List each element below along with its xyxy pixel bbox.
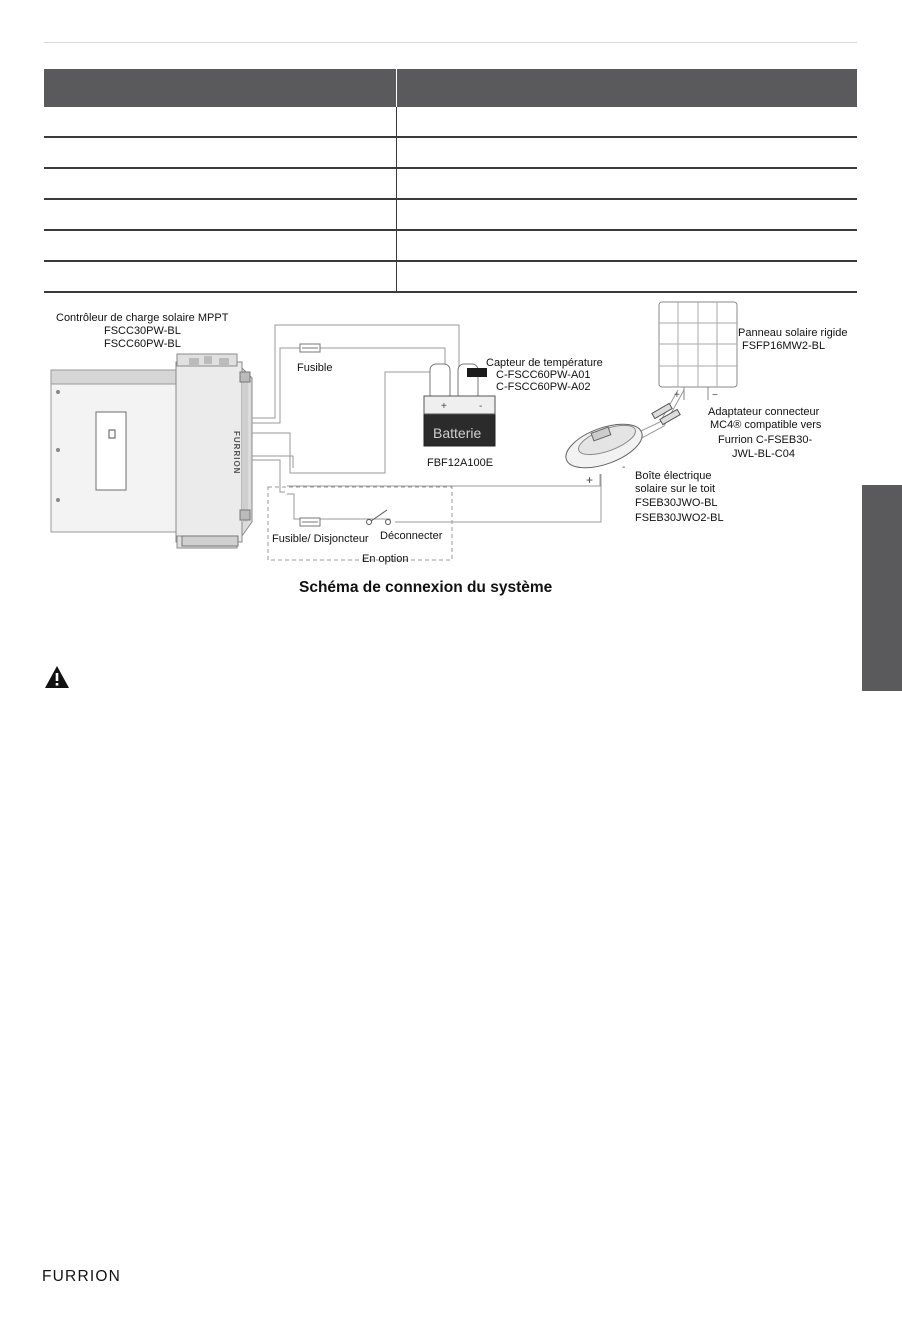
- box-line-1: Boîte électrique: [635, 470, 712, 482]
- optional-label: En option: [362, 553, 409, 565]
- diagram-caption: Schéma de connexion du système: [299, 579, 553, 596]
- table-row: [44, 261, 857, 292]
- temp-sensor-block: [467, 368, 487, 377]
- charge-controller: [51, 354, 252, 548]
- table-cell: [396, 168, 857, 199]
- fuse-breaker: [300, 518, 320, 526]
- controller-brand-text: FURRION: [232, 431, 241, 475]
- controller-title: Contrôleur de charge solaire MPPT: [56, 312, 229, 324]
- disconnect-label: Déconnecter: [380, 530, 443, 542]
- mc4-adapter: [652, 403, 680, 424]
- table-row: [44, 230, 857, 261]
- temp-sensor-model-2: C-FSCC60PW-A02: [496, 381, 591, 393]
- table-row: [44, 137, 857, 168]
- battery-label: Batterie: [433, 425, 482, 441]
- box-model-1: FSEB30JWO-BL: [635, 497, 718, 509]
- footer-brand: FURRION: [42, 1268, 122, 1284]
- panel-plus: +: [674, 390, 680, 401]
- table-cell: [396, 261, 857, 292]
- battery-minus: -: [479, 401, 483, 412]
- panel-model: FSFP16MW2-BL: [742, 340, 826, 352]
- table-cell: [44, 261, 396, 292]
- table-row: [44, 199, 857, 230]
- adapter-line-4: JWL-BL-C04: [732, 448, 795, 460]
- table-cell: [396, 137, 857, 168]
- table-row: [44, 107, 857, 137]
- table-header-cell: [44, 69, 396, 107]
- table-header-cell: [396, 69, 857, 107]
- disconnect-switch: [367, 510, 391, 525]
- optional-dashed-box: [268, 487, 452, 560]
- table-row: [44, 168, 857, 199]
- panel-minus: −: [712, 390, 718, 401]
- controller-model-1: FSCC30PW-BL: [104, 325, 181, 337]
- box-plus: +: [586, 473, 594, 487]
- adapter-line-2: MC4® compatible vers: [710, 419, 822, 431]
- temp-sensor-title: Capteur de température: [486, 357, 603, 369]
- table-cell: [396, 107, 857, 137]
- box-model-2: FSEB30JWO2-BL: [635, 512, 724, 524]
- warning-icon: [44, 665, 70, 689]
- fuse-top: [300, 344, 320, 352]
- controller-model-2: FSCC60PW-BL: [104, 338, 181, 350]
- adapter-line-1: Adaptateur connecteur: [708, 406, 820, 418]
- battery-model: FBF12A100E: [427, 457, 494, 469]
- temp-sensor-model-1: C-FSCC60PW-A01: [496, 369, 591, 381]
- solar-panel: [659, 302, 737, 401]
- table-cell: [396, 230, 857, 261]
- table-cell: [396, 199, 857, 230]
- box-line-2: solaire sur le toit: [635, 483, 716, 495]
- table-cell: [44, 168, 396, 199]
- breaker-label: Fusible/ Disjoncteur: [272, 533, 369, 545]
- table-cell: [44, 199, 396, 230]
- battery-plus: +: [441, 401, 447, 412]
- top-rule: [44, 42, 857, 43]
- section-side-tab: [862, 485, 902, 691]
- table-header-row: [44, 69, 857, 107]
- connection-diagram: [44, 296, 857, 606]
- box-minus: -: [622, 462, 626, 473]
- table-cell: [44, 230, 396, 261]
- table-cell: [44, 137, 396, 168]
- table-cell: [44, 107, 396, 137]
- spec-table: [44, 69, 857, 293]
- furrion-logo: [42, 1266, 154, 1284]
- fuse-label: Fusible: [297, 362, 333, 374]
- panel-title: Panneau solaire rigide: [738, 327, 848, 339]
- adapter-line-3: Furrion C-FSEB30-: [718, 434, 813, 446]
